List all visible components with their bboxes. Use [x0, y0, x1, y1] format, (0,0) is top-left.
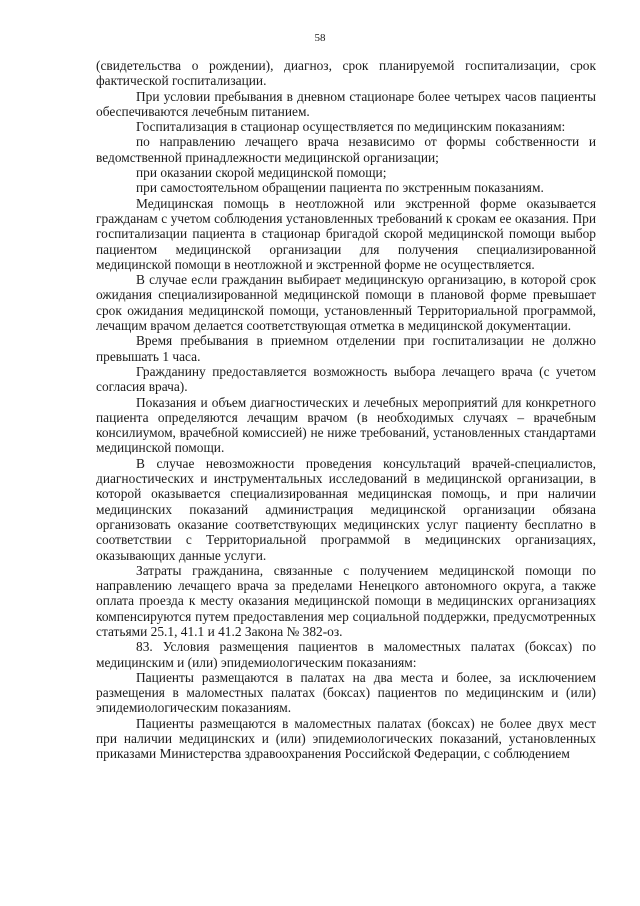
paragraph: Пациенты размещаются в маломестных палатах (боксах) не более двух мест при наличии медицинских и (или) эпидемиологических показаний, установленных приказами Министерства здравоохранения Российской Федерации, с соблюдением [96, 715, 596, 762]
paragraph: Время пребывания в приемном отделении при госпитализации не должно превышать 1 часа. [96, 333, 596, 364]
paragraph: При условии пребывания в дневном стационаре более четырех часов пациенты обеспечиваются лечебным питанием. [96, 88, 596, 119]
paragraph: при самостоятельном обращении пациента по экстренным показаниям. [136, 180, 544, 196]
paragraph: Показания и объем диагностических и лечебных мероприятий для конкретного пациента определяются лечащим врачом (в необходимых случаях – врачебным консилиумом, врачебной комиссией) не ниже требований, установленных стандартами медицинской помощи. [96, 394, 596, 456]
paragraph: по направлению лечащего врача независимо от формы собственности и ведомственной принадлежности медицинской организации; [96, 134, 596, 165]
paragraph: В случае невозможности проведения консультаций врачей-специалистов, диагностических и инструментальных исследований в медицинской организации, в которой оказывается специализированная медицинская помощь, и при наличии медицинских показаний администрация медицинской организации обязана организовать оказание соответствующих медицинских услуг пациенту бесплатно в соответствии с Территориальной программой в медицинских организациях, оказывающих данные услуги. [96, 455, 596, 563]
paragraph: (свидетельства о рождении), диагноз, срок планируемой госпитализации, срок фактической госпитализации. [96, 58, 596, 89]
paragraph: Гражданину предоставляется возможность выбора лечащего врача (с учетом согласия врача). [96, 363, 596, 395]
paragraph: Госпитализация в стационар осуществляется по медицинским показаниям: [136, 119, 566, 135]
section-heading-83: 83. Условия размещения пациентов в маломестных палатах (боксах) по медицинским и (или) эпидемиологическим показаниям: [96, 639, 596, 670]
paragraph: Пациенты размещаются в палатах на два места и более, за исключением размещения в маломестных палатах (боксах) пациентов по медицинским и (или) эпидемиологическим показаниям. [96, 669, 596, 716]
document-body [96, 58, 596, 762]
paragraph: Затраты гражданина, связанные с получением медицинской помощи по направлению лечащего врача за пределами Ненецкого автономного округа, а также оплата проезда к месту оказания медицинской помощи в медицинских организациях компенсируются путем предоставления мер социальной поддержки, предусмотренных статьями 25.1, 41.1 и 41.2 Закона № 382-оз. [96, 562, 596, 639]
paragraph: при оказании скорой медицинской помощи; [136, 165, 387, 181]
paragraph: Медицинская помощь в неотложной или экстренной форме оказывается гражданам с учетом соблюдения установленных требований к срокам ее оказания. При госпитализации пациента в стационар бригадой скорой медицинской помощи выбор пациентом медицинской организации для получения специализированной медицинской помощи в неотложной и экстренной форме не осуществляется. [96, 195, 596, 272]
page-number: 58 [314, 32, 326, 44]
paragraph: В случае если гражданин выбирает медицинскую организацию, в которой срок ожидания специализированной медицинской помощи в плановой форме превышает срок ожидания медицинской помощи, установленный Территориальной программой, лечащим врачом делается соответствующая отметка в медицинской документации. [96, 272, 596, 334]
